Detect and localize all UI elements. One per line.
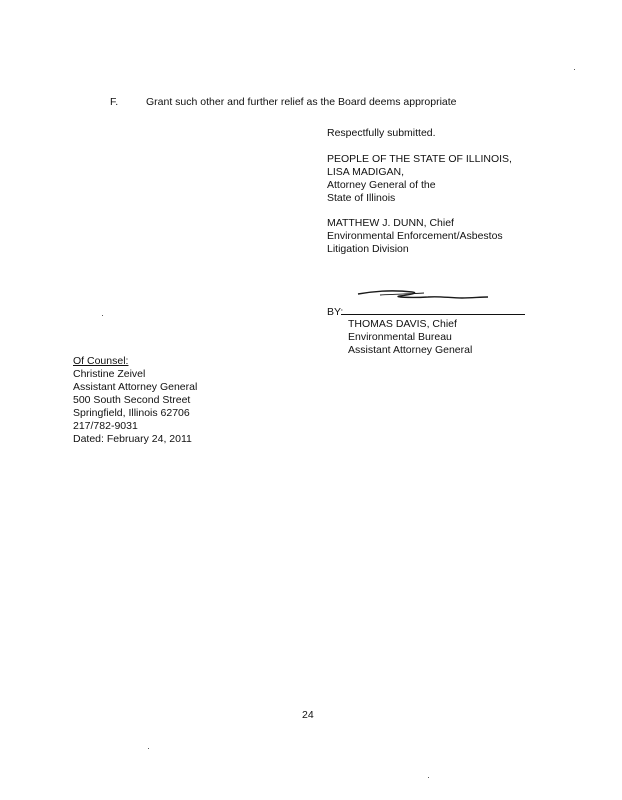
- scan-speck: [428, 777, 429, 778]
- scan-speck: [148, 748, 149, 749]
- scan-speck: [574, 69, 575, 70]
- by-label: BY:: [327, 306, 344, 318]
- counsel-title: Assistant Attorney General: [73, 381, 198, 393]
- page-number: 24: [302, 709, 314, 721]
- signature-line: [341, 314, 525, 315]
- relief-letter: F.: [110, 96, 119, 108]
- plaintiff-line: State of Illinois: [327, 192, 396, 204]
- handwritten-signature: [350, 286, 500, 308]
- plaintiff-line: LISA MADIGAN,: [327, 166, 405, 178]
- counsel-name: Christine Zeivel: [73, 368, 146, 380]
- signer-name: THOMAS DAVIS, Chief: [348, 318, 457, 330]
- division-line: Environmental Enforcement/Asbestos: [327, 230, 503, 242]
- counsel-dated: Dated: February 24, 2011: [73, 433, 192, 445]
- division-line: MATTHEW J. DUNN, Chief: [327, 217, 454, 229]
- closing-text: Respectfully submitted.: [327, 127, 436, 139]
- scan-speck: [102, 315, 103, 316]
- signer-unit: Environmental Bureau: [348, 331, 452, 343]
- counsel-city: Springfield, Illinois 62706: [73, 407, 190, 419]
- plaintiff-line: PEOPLE OF THE STATE OF ILLINOIS,: [327, 153, 512, 165]
- counsel-heading: Of Counsel:: [73, 355, 129, 367]
- counsel-street: 500 South Second Street: [73, 394, 191, 406]
- counsel-phone: 217/782-9031: [73, 420, 138, 432]
- plaintiff-line: Attorney General of the: [327, 179, 436, 191]
- division-line: Litigation Division: [327, 243, 409, 255]
- signer-title: Assistant Attorney General: [348, 344, 473, 356]
- relief-text: Grant such other and further relief as the Board deems appropriate: [146, 96, 457, 108]
